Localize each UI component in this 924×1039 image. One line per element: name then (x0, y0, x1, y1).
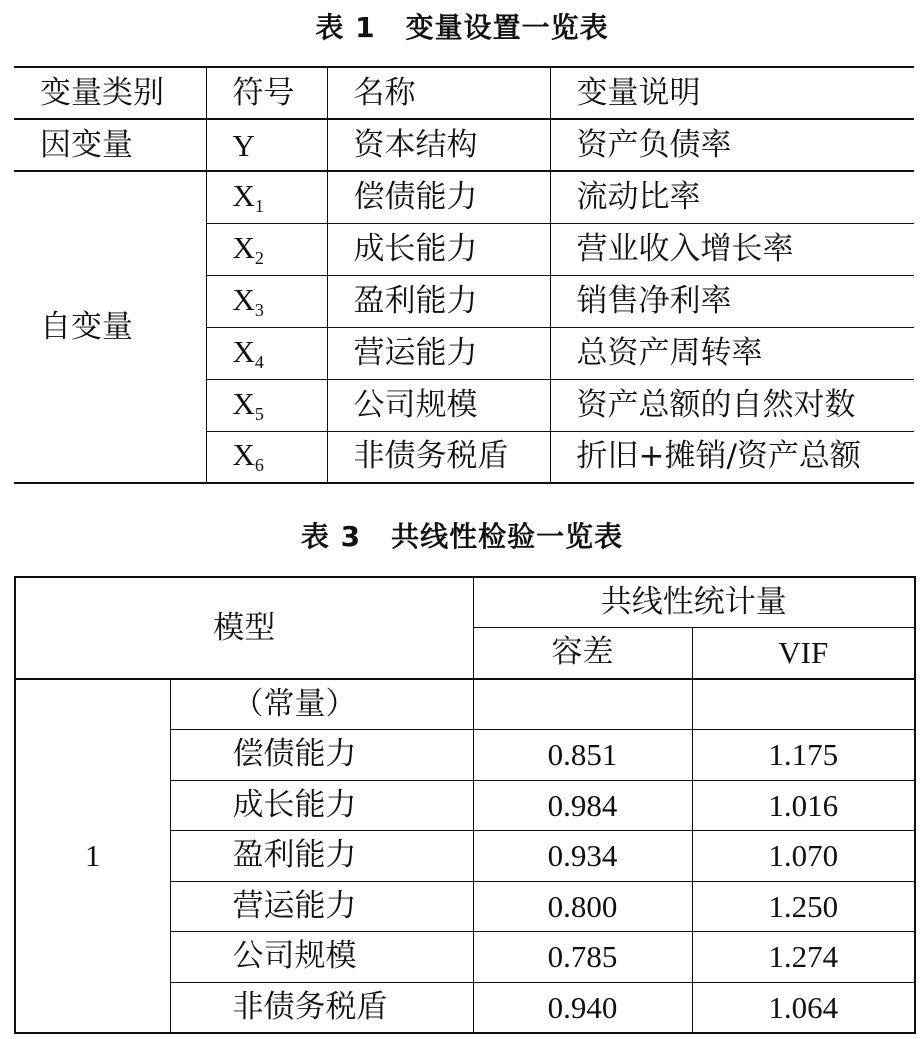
dependent-name-cell: 资本结构 (327, 119, 550, 171)
description-cell: 折旧+摊销/资产总额 (550, 431, 914, 483)
vif-cell: 1.175 (692, 730, 915, 781)
table3-caption (0, 515, 924, 555)
symbol-subscript: 3 (254, 299, 264, 320)
symbol-base: X (232, 281, 255, 317)
header-tolerance: 容差 (473, 627, 692, 679)
tolerance-cell (473, 679, 692, 730)
variable-name-cell: （常量） (170, 679, 473, 730)
symbol-subscript: 5 (254, 403, 264, 424)
dependent-symbol-cell: Y (206, 119, 327, 171)
symbol-subscript: 4 (254, 351, 264, 372)
symbol-base: X (232, 333, 255, 369)
table1-caption-title: 变量设置一览表 (405, 11, 609, 44)
header-symbol: 符号 (206, 67, 327, 119)
table-row (15, 679, 915, 730)
symbol-subscript: 2 (254, 247, 264, 268)
symbol-subscript: 6 (254, 455, 264, 476)
description-cell: 流动比率 (550, 171, 914, 223)
independent-category-cell: 自变量 (14, 171, 206, 483)
variable-name-cell: 非债务税盾 (170, 982, 473, 1033)
variable-name-cell: 成长能力 (170, 780, 473, 831)
independent-variable-row (14, 171, 914, 223)
tolerance-cell: 0.940 (473, 982, 692, 1033)
tolerance-cell: 0.934 (473, 831, 692, 882)
symbol-cell (206, 327, 327, 379)
symbol-base: X (232, 177, 255, 213)
name-cell: 盈利能力 (327, 275, 550, 327)
table3-caption-title: 共线性检验一览表 (391, 520, 624, 553)
symbol-base: X (232, 385, 255, 421)
name-cell: 偿债能力 (327, 171, 550, 223)
tolerance-cell: 0.785 (473, 932, 692, 983)
dependent-description-cell: 资产负债率 (550, 119, 914, 171)
symbol-cell (206, 379, 327, 431)
description-cell: 营业收入增长率 (550, 223, 914, 275)
description-cell: 总资产周转率 (550, 327, 914, 379)
variable-name-cell: 营运能力 (170, 881, 473, 932)
vif-cell: 1.274 (692, 932, 915, 983)
symbol-cell (206, 275, 327, 327)
table1-caption (0, 6, 924, 46)
vif-cell: 1.064 (692, 982, 915, 1033)
vif-cell (692, 679, 915, 730)
name-cell: 公司规模 (327, 379, 550, 431)
name-cell: 非债务税盾 (327, 431, 550, 483)
description-cell: 资产总额的自然对数 (550, 379, 914, 431)
table1-header-row (14, 67, 914, 119)
variable-settings-table (14, 66, 914, 484)
model-number-cell: 1 (15, 679, 170, 1033)
name-cell: 成长能力 (327, 223, 550, 275)
name-cell: 营运能力 (327, 327, 550, 379)
table1-caption-label: 表 1 (315, 11, 376, 44)
collinearity-test-table (14, 576, 916, 1034)
vif-cell: 1.250 (692, 881, 915, 932)
header-collinearity-statistics: 共线性统计量 (473, 577, 915, 627)
variable-name-cell: 公司规模 (170, 932, 473, 983)
tolerance-cell: 0.984 (473, 780, 692, 831)
symbol-cell (206, 223, 327, 275)
tolerance-cell: 0.800 (473, 881, 692, 932)
variable-name-cell: 盈利能力 (170, 831, 473, 882)
symbol-subscript: 1 (254, 195, 264, 216)
header-variable-description: 变量说明 (550, 67, 914, 119)
description-cell: 销售净利率 (550, 275, 914, 327)
header-name: 名称 (327, 67, 550, 119)
table3-caption-label: 表 3 (300, 520, 362, 553)
dependent-category-cell: 因变量 (14, 119, 206, 171)
header-vif: VIF (692, 627, 915, 679)
symbol-cell (206, 171, 327, 223)
symbol-cell (206, 431, 327, 483)
vif-cell: 1.016 (692, 780, 915, 831)
header-variable-category: 变量类别 (14, 67, 206, 119)
tolerance-cell: 0.851 (473, 730, 692, 781)
symbol-base: X (232, 437, 255, 473)
header-model: 模型 (15, 577, 473, 679)
symbol-base: X (232, 229, 255, 265)
variable-name-cell: 偿债能力 (170, 730, 473, 781)
dependent-variable-row (14, 119, 914, 171)
vif-cell: 1.070 (692, 831, 915, 882)
table3-header-row-1 (15, 577, 915, 627)
